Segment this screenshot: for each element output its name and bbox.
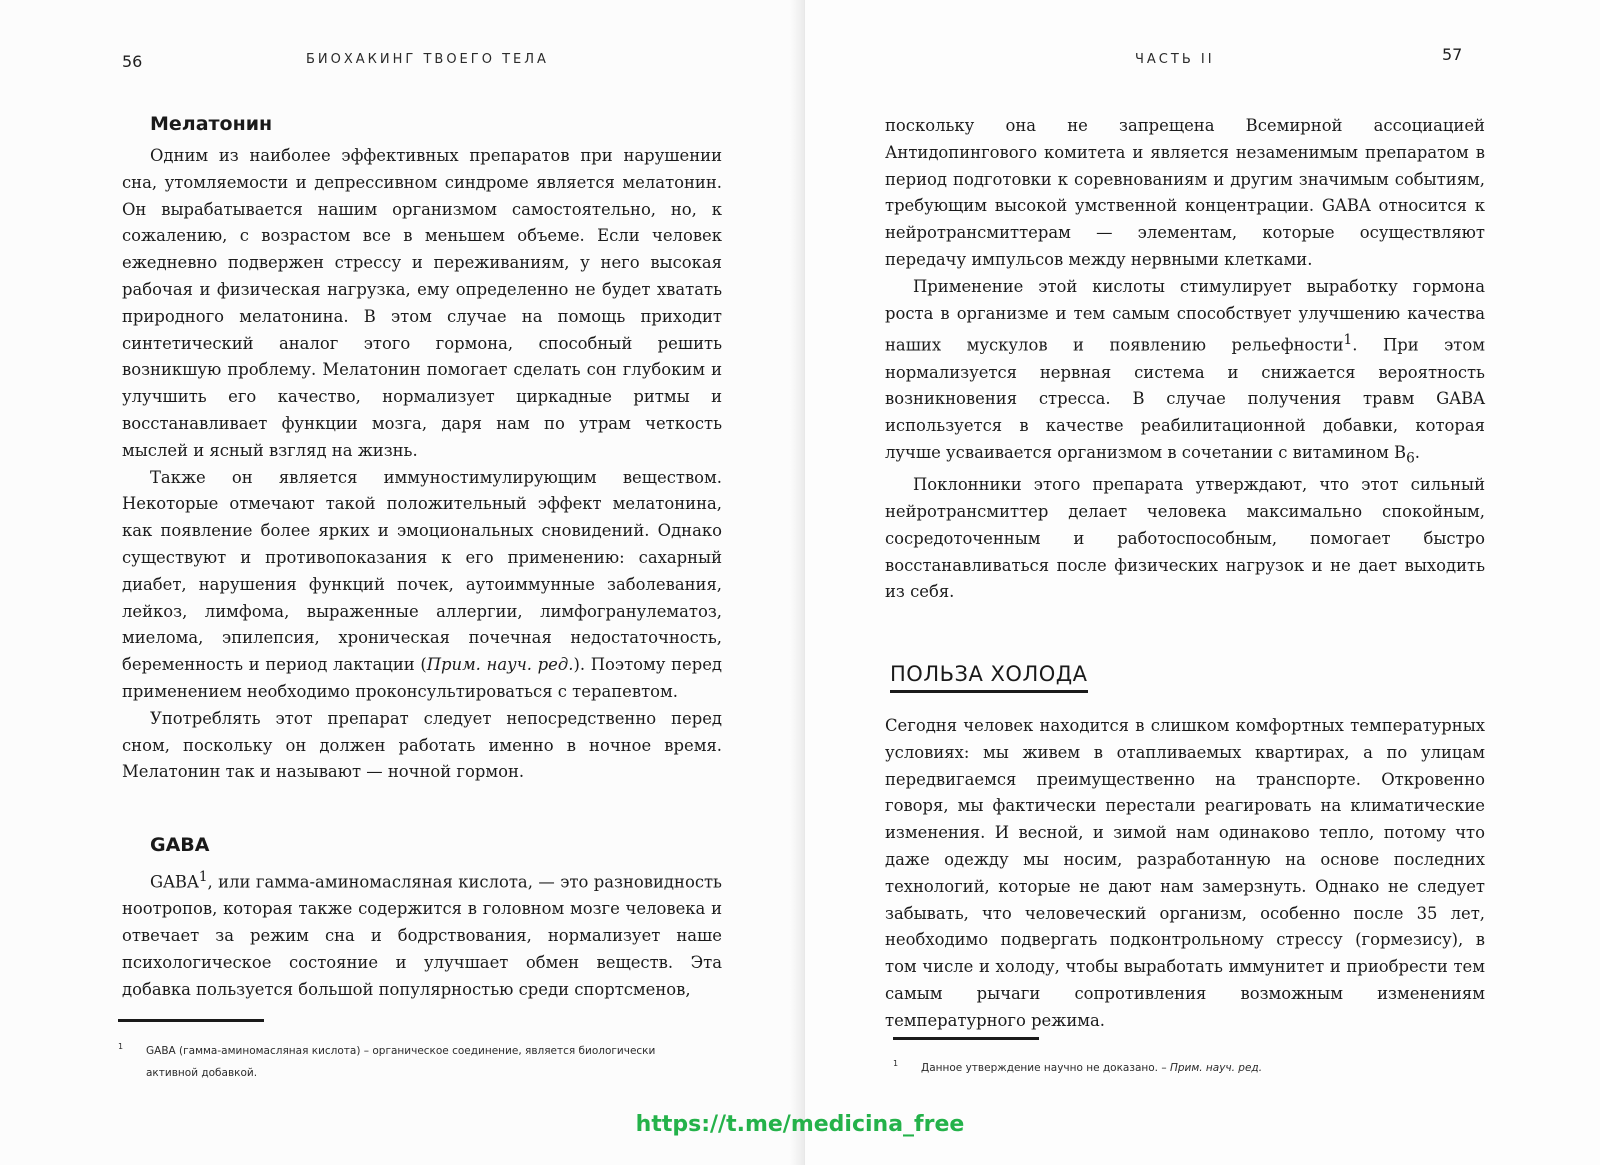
footnote-ref[interactable]: 1 (198, 869, 208, 886)
running-head: ЧАСТЬ II (1135, 52, 1215, 67)
paragraph: Применение этой кислоты стимулирует выработку гормона роста в организме и тем самым способствует улучшению качества наших мускулов и появлению рельефности$^1$. При этом нормализуется нервная система и снижается вероятность возникновения стресса. В случае получения травм GABA используется в качестве реабилитационной добавки, которая лучше усваивается организмом в сочетании с витамином $B_6$. (885, 276, 1485, 467)
paragraph: Сегодня человек находится в слишком комфортных температурных условиях: мы живем в отапливаемых квартирах, а по улицам передвигаемся преимущественно на транспорте. Откровенно говоря, мы фактически перестали реагировать на климатические изменения. И весной, и зимой нам одинаково тепло, потому что даже одежду мы носим, разработанную на основе последних технологий, которые не дают нам замерзнуть. Однако не следует забывать, что человеческий организм, особенно после 35 лет, необходимо подвергать подконтрольному стрессу (гормезису), в том числе и холоду, чтобы выработать иммунитет и приобрести тем самым рычаги сопротивления возможным изменениям температурного режима. (885, 716, 1485, 1030)
paragraph: Употреблять этот препарат следует непосредственно перед сном, поскольку он должен работать именно в ночное время. Мелатонин так и называют — ночной гормон. (122, 708, 722, 782)
paragraph: поскольку она не запрещена Всемирной ассоциацией Антидопингового комитета и является незаменимым препаратом в период подготовки к соревнованиям и другим значимым событиям, требующим высокой умственной концентрации. GABA относится к нейротрансмиттерам — элементам, которые осуществляют передачу импульсов между нервными клетками. (885, 116, 1485, 269)
left-text-column (122, 113, 722, 1004)
gaba-heading: GABA (150, 834, 210, 857)
page-number: 56 (122, 52, 143, 71)
section-title: ПОЛЬЗА ХОЛОДА (890, 662, 1088, 693)
paragraph: Также он является иммуностимулирующим веществом. Некоторые отмечают такой положительный эффект мелатонина, как появление более ярких и эмоциональных сновидений. Однако существуют и противопоказания к его применению: сахарный диабет, нарушения функций почек, аутоиммунные заболевания, лейкоз, лимфома, выраженные аллергии, лимфогранулематоз, миелома, эпилепсия, хроническая почечная недостаточность, беременность и период лактации (Прим. науч. ред.). Поэтому перед применением необходимо проконсультироваться с терапевтом. (122, 467, 722, 701)
right-text-column (885, 113, 1485, 1035)
paragraph: Поклонники этого препарата утверждают, что этот сильный нейротрансмиттер делает человека максимально спокойным, сосредоточенным и работоспособным, помогает быстро восстанавливаться после физических нагрузок и не дает выходить из себя. (885, 475, 1485, 602)
footnote-mark: 1 (893, 1059, 899, 1068)
page-number: 57 (1442, 45, 1463, 64)
footnote (893, 1057, 1483, 1079)
footnote-mark: 1 (118, 1042, 124, 1051)
paragraph: GABA$^1$, или гамма-аминомасляная кислота, — это разновидность ноотропов, которая также содержится в головном мозге человека и отвечает за режим сна и бодрствования, нормализует наше психологическое состояние и улучшает обмен веществ. Эта добавка пользуется большой популярностью среди спортсменов, (122, 869, 722, 999)
running-head: БИОХАКИНГ ТВОЕГО ТЕЛА (306, 52, 549, 67)
footnote-ref[interactable]: 1 (1343, 332, 1353, 349)
footnote-text: Данное утверждение научно не доказано. – Прим. науч. ред. (921, 1062, 1263, 1074)
editor-note: Прим. науч. ред. (426, 655, 574, 675)
footnote-text: GABA (гамма-аминомасляная кислота) – органическое соединение, является биологически активной добавкой. (146, 1045, 656, 1079)
telegram-link[interactable]: https://t.me/medicina_free (635, 1112, 965, 1137)
melatonin-heading: Мелатонин (150, 113, 273, 135)
footnote-rule (118, 1019, 264, 1022)
right-page (805, 0, 1600, 1165)
footnote (118, 1040, 708, 1084)
paragraph: Одним из наиболее эффективных препаратов при нарушении сна, утомляемости и депрессивном синдроме является мелатонин. Он вырабатывается нашим организмом самостоятельно, но, к сожалению, с возрастом все в меньшем объеме. Если человек ежедневно подвержен стрессу и переживаниям, у него высокая рабочая и физическая нагрузка, ему определенно не будет хватать природного мелатонина. В этом случае на помощь приходит синтетический аналог этого гормона, способный решить возникшую проблему. Мелатонин помогает сделать сон глубоким и улучшить его качество, нормализует циркадные ритмы и восстанавливает функции мозга, даря нам по утрам четкость мыслей и ясный взгляд на жизнь. (122, 146, 722, 460)
footnote-rule (893, 1037, 1039, 1040)
